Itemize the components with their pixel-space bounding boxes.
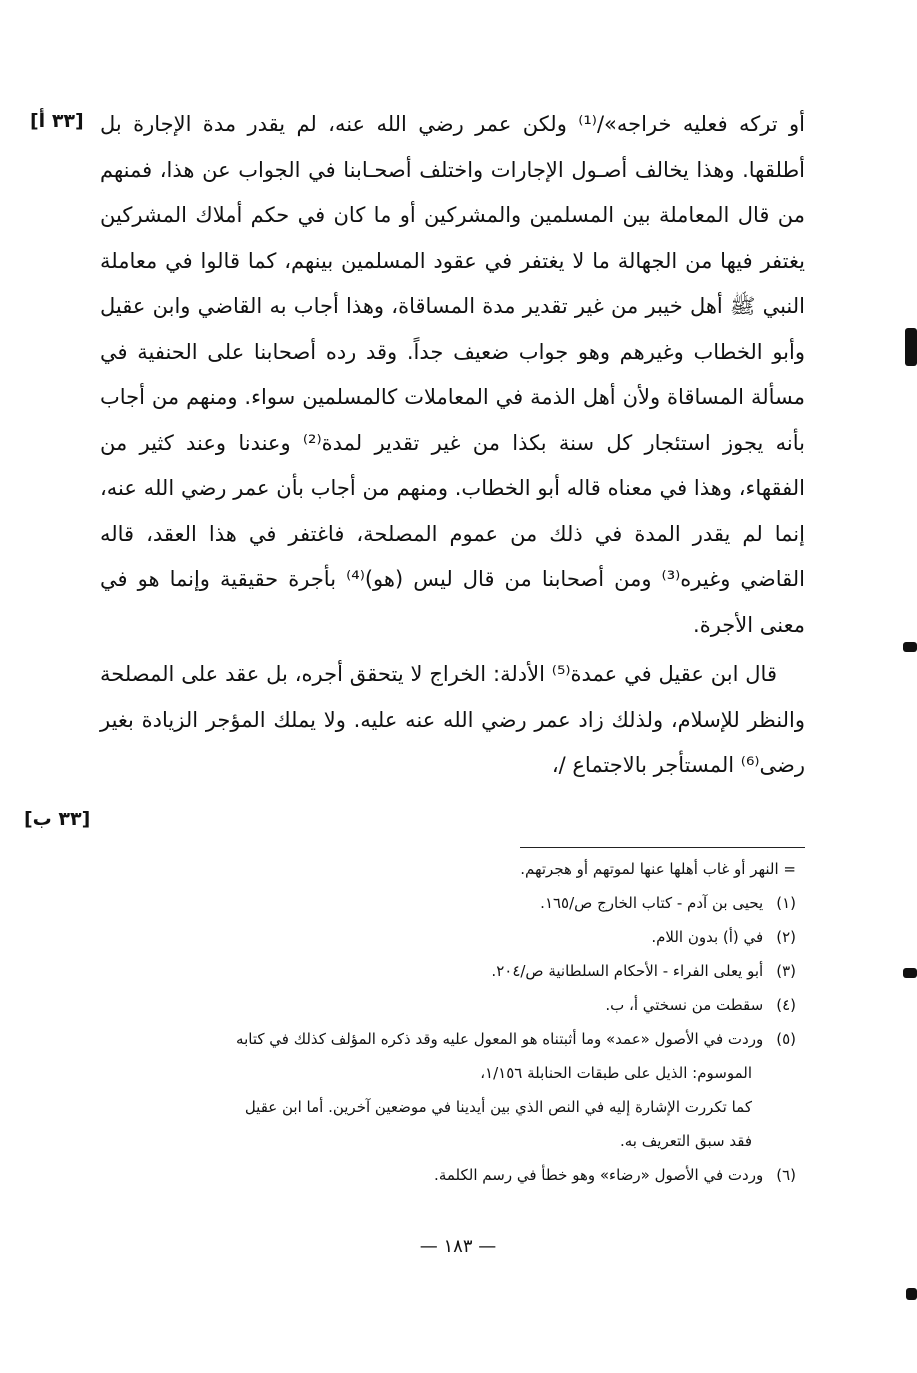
footnote-4 xyxy=(84,988,796,1022)
footnote-separator xyxy=(520,847,805,848)
scan-edge-mark xyxy=(905,328,917,366)
folio-marker-33a: [٣٣ أ] xyxy=(30,110,84,132)
footnote-number: (٤) xyxy=(776,996,796,1014)
footnote-text: يحيى بن آدم - كتاب الخارج ص/١٦٥. xyxy=(540,894,764,912)
footnote-text: وردت في الأصول «عمد» وما أثبتناه هو المعول عليه وقد ذكره المؤلف كذلك في كتابه xyxy=(236,1030,764,1048)
folio-marker-33b: [٣٣ ب] xyxy=(24,808,91,830)
page-number: — ١٨٣ — xyxy=(419,1236,497,1257)
footnote-5-line-3: كما تكررت الإشارة إليه في النص الذي بين أيدينا في موضعين آخرين. أما ابن عقيل xyxy=(244,1098,752,1116)
footnote-number: (٣) xyxy=(776,962,796,980)
footnote-number: (٦) xyxy=(776,1166,796,1184)
scan-edge-mark xyxy=(906,1288,917,1300)
footnote-1 xyxy=(84,886,796,920)
scan-edge-mark xyxy=(903,642,917,652)
footnote-number: (٢) xyxy=(776,928,796,946)
scan-edge-mark xyxy=(903,968,917,978)
footnote-3 xyxy=(84,954,796,988)
footnote-5 xyxy=(84,1022,796,1056)
footnote-text: وردت في الأصول «رضاء» وهو خطأ في رسم الكلمة. xyxy=(434,1166,764,1184)
footnote-5-line-2: الموسوم: الذيل على طبقات الحنابلة ١/١٥٦، xyxy=(480,1064,752,1082)
footnote-text: سقطت من نسختي أ، ب. xyxy=(605,996,764,1014)
footnotes xyxy=(84,852,796,1192)
footnote-number: (١) xyxy=(776,894,796,912)
footnote-text: في (أ) بدون اللام. xyxy=(651,928,764,946)
footnote-number: (٥) xyxy=(776,1030,796,1048)
footnote-continuation: = النهر أو غاب أهلها عنها لموتهم أو هجرتهم. xyxy=(520,860,796,878)
main-text xyxy=(100,102,805,789)
paragraph-2: قال ابن عقيل في عمدة⁽⁵⁾ الأدلة: الخراج لا يتحقق أجره، بل عقد على المصلحة والنظر للإسلام، ولذلك زاد عمر رضي الله عنه عليه. ولا يملك المؤجر الزيادة بغير رضى⁽⁶⁾ المستأجر بالاجتماع /، xyxy=(100,662,805,777)
footnote-5-line-4: فقد سبق التعريف به. xyxy=(619,1132,752,1150)
footnote-6 xyxy=(84,1158,796,1192)
footnote-text: أبو يعلى الفراء - الأحكام السلطانية ص/٢٠٤. xyxy=(491,962,764,980)
footnote-2 xyxy=(84,920,796,954)
paragraph-1: أو تركه فعليه خراجه»/⁽¹⁾ ولكن عمر رضي الله عنه، لم يقدر مدة الإجارة بل أطلقها. وهذا يخالف أصـول الإجارات واختلف أصحـابنا في الجواب عن هذا، فمنهم من قال المعاملة بين المسلمين والمشركين أو ما كان في حكم أملاك المشركين يغتفر فيها من الجهالة ما لا يغتفر في عقود المسلمين بينهم، كما قالوا في معاملة النبي ﷺ أهل خيبر من غير تقدير مدة المساقاة، وهذا أجاب به القاضي وابن عقيل وأبو الخطاب وغيرهم وهو جواب ضعيف جداً. وقد رده أصحابنا على الحنفية في مسألة المساقاة ولأن أهل الذمة في المعاملات كالمسلمين سواء. ومنهم من أجاب بأنه يجوز استئجار كل سنة بكذا من غير تقدير لمدة⁽²⁾ وعندنا وعند كثير من الفقهاء، وهذا في معناه قاله أبو الخطاب. ومنهم من أجاب بأن عمر رضي الله عنه، إنما لم يقدر المدة في ذلك من عموم المصلحة، فاغتفر في هذا العقد، قاله القاضي وغيره⁽³⁾ ومن أصحابنا من قال ليس (هو)⁽⁴⁾ بأجرة حقيقية وإنما هو في معنى الأجرة. xyxy=(100,112,805,637)
